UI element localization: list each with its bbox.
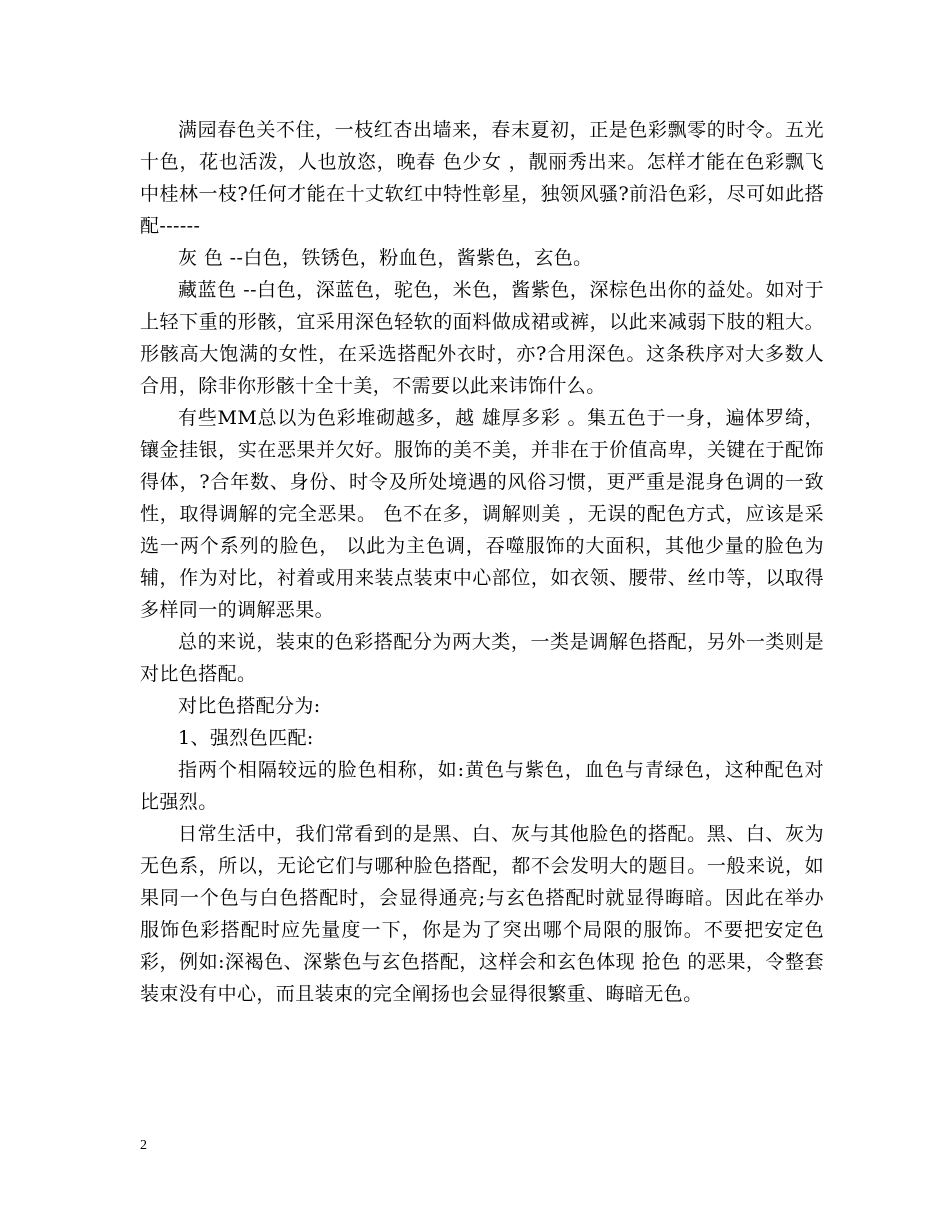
page-number: 2 xyxy=(140,1138,147,1153)
paragraph-gray-pairing: 灰 色 --白色，铁锈色，粉血色，酱紫色，玄色。 xyxy=(178,247,593,269)
paragraph-spring-colors: 满园春色关不住，一枝红杏出墙来，春末夏初，正是色彩飘零的时令。五光十色，花也活泼，人也放恣，晚春 色少女 ，靓丽秀出来。怎样才能在色彩飘飞中桂林一枝?任何才能在十丈软红中特性彰星，独领风骚?前沿色彩，尽可如此搭配------ xyxy=(140,119,824,237)
paragraph-color-harmony: 有些MM总以为色彩堆砌越多，越 雄厚多彩 。集五色于一身，遍体罗绮，镶金挂银，实在恶果并欠好。服饰的美不美，并非在于价值高卑，关键在于配饰得体，?合年数、身份、时令及所处境遇的风俗习惯，更严重是混身色调的一致性，取得调解的完全恶果。 色不在多，调解则美 ，无误的配色方式，应该是采选一两个系列的脸色， 以此为主色调，吞噬服饰的大面积，其他少量的脸色为辅，作为对比，衬着或用来装点装束中心部位，如衣领、腰带、丝巾等，以取得多样同一的调解恶果。 xyxy=(140,407,824,621)
document-body xyxy=(140,114,824,1010)
paragraph-neutral-colors: 日常生活中，我们常看到的是黑、白、灰与其他脸色的搭配。黑、白、灰为无色系，所以，无论它们与哪种脸色搭配，都不会发明大的题目。一般来说，如果同一个色与白色搭配时，会显得通亮;与玄色搭配时就显得晦暗。因此在举办服饰色彩搭配时应先量度一下，你是为了突出哪个局限的服饰。不要把安定色彩，例如:深褐色、深紫色与玄色搭配，这样会和玄色体现 抢色 的恶果，令整套装束没有中心，而且装束的完全阐扬也会显得很繁重、晦暗无色。 xyxy=(140,823,824,1005)
paragraph-navy-pairing: 藏蓝色 --白色，深蓝色，驼色，米色，酱紫色，深棕色出你的益处。如对于上轻下重的形骸，宜采用深色轻软的面料做成裙或裤，以此来减弱下肢的粗大。形骸高大饱满的女性，在采选搭配外衣时，亦?合用深色。这条秩序对大多数人合用，除非你形骸十全十美，不需要以此来讳饰什么。 xyxy=(140,279,824,397)
paragraph-strong-contrast-desc: 指两个相隔较远的脸色相称，如:黄色与紫色，血色与青绿色，这种配色对比强烈。 xyxy=(140,759,824,813)
paragraph-two-categories: 总的来说，装束的色彩搭配分为两大类，一类是调解色搭配，另外一类则是对比色搭配。 xyxy=(140,631,824,685)
paragraph-contrast-heading: 对比色搭配分为: xyxy=(178,695,321,717)
paragraph-strong-contrast-heading: 1、强烈色匹配: xyxy=(178,727,314,749)
